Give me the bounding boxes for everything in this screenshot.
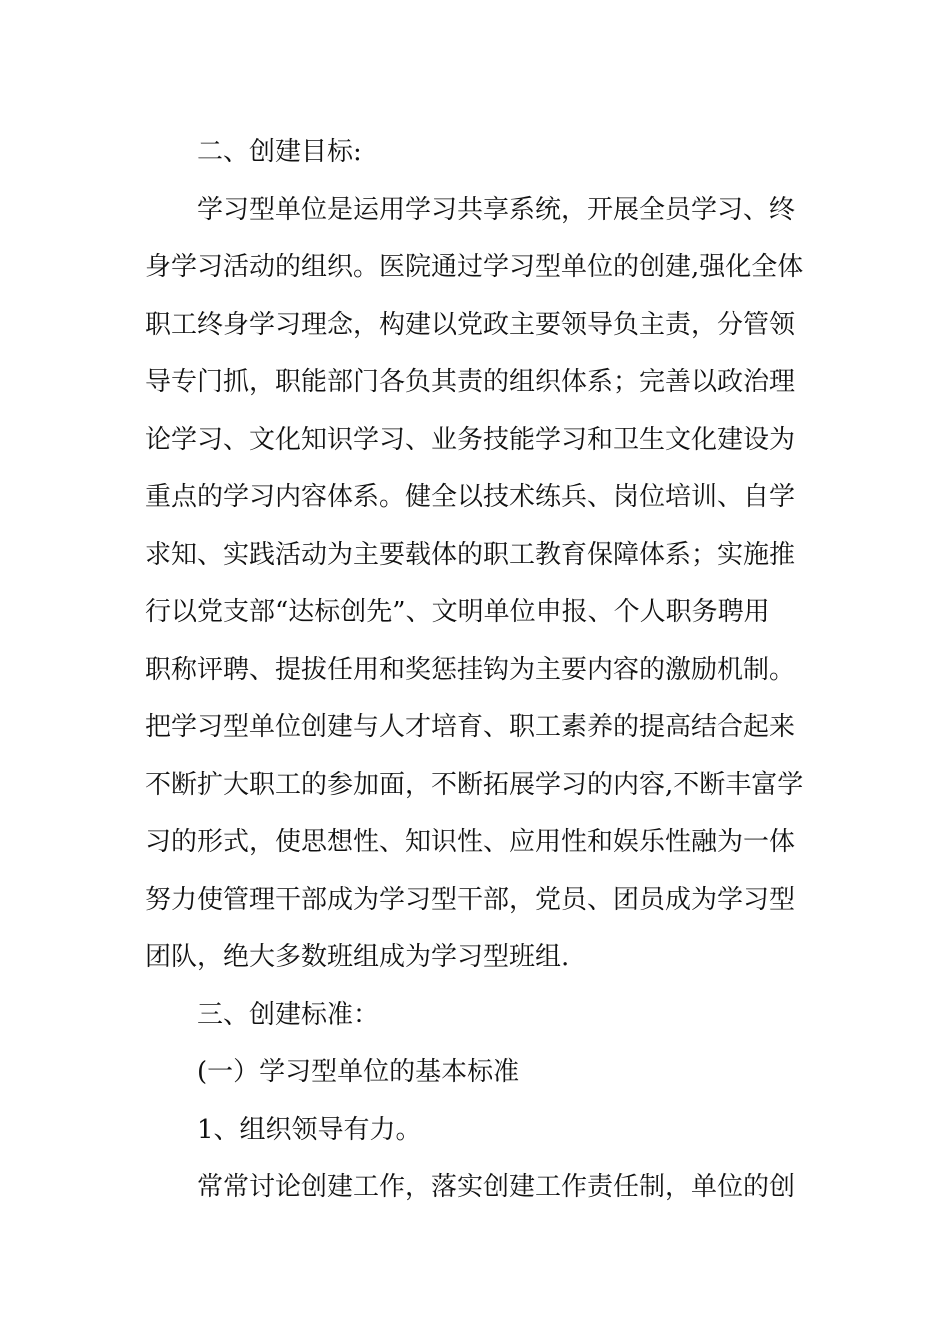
paragraph-line: 习的形式，使思想性、知识性、应用性和娱乐性融为一体 [145, 827, 796, 857]
paragraph-line: 把学习型单位创建与人才培育、职工素养的提高结合起来 [145, 712, 796, 742]
paragraph-line: 团队，绝大多数班组成为学习型班组. [145, 942, 570, 972]
paragraph-line: 身学习活动的组织。医院通过学习型单位的创建,强化全体 [145, 252, 804, 282]
section-heading-goals: 二、创建目标: [197, 137, 362, 167]
paragraph-line: 论学习、文化知识学习、业务技能学习和卫生文化建设为 [145, 424, 796, 455]
paragraph-line: 职工终身学习理念，构建以党政主要领导负主责，分管领 [145, 309, 796, 340]
list-item-heading: 1、组织领导有力。 [197, 1114, 422, 1145]
paragraph-line: 求知、实践活动为主要载体的职工教育保障体系；实施推 [145, 539, 796, 570]
paragraph-line: 努力使管理干部成为学习型干部，党员、团员成为学习型 [145, 884, 796, 915]
paragraph-line: 职称评聘、提拔任用和奖惩挂钩为主要内容的激励机制。 [145, 654, 796, 685]
paragraph-line: 常常讨论创建工作，落实创建工作责任制，单位的创 [197, 1172, 796, 1202]
paragraph-line: 重点的学习内容体系。健全以技术练兵、岗位培训、自学 [145, 482, 796, 512]
document-body [145, 130, 810, 1223]
paragraph-line: 行以党支部“达标创先”、文明单位申报、个人职务聘用 [145, 597, 770, 627]
section-heading-standards: 三、创建标准： [197, 999, 380, 1030]
paragraph-line: 导专门抓，职能部门各负其责的组织体系；完善以政治理 [145, 367, 796, 397]
subsection-heading: (一）学习型单位的基本标准 [197, 1057, 520, 1087]
paragraph-line: 不断扩大职工的参加面，不断拓展学习的内容,不断丰富学 [145, 769, 804, 800]
paragraph-line: 学习型单位是运用学习共享系统，开展全员学习、终 [197, 194, 796, 225]
